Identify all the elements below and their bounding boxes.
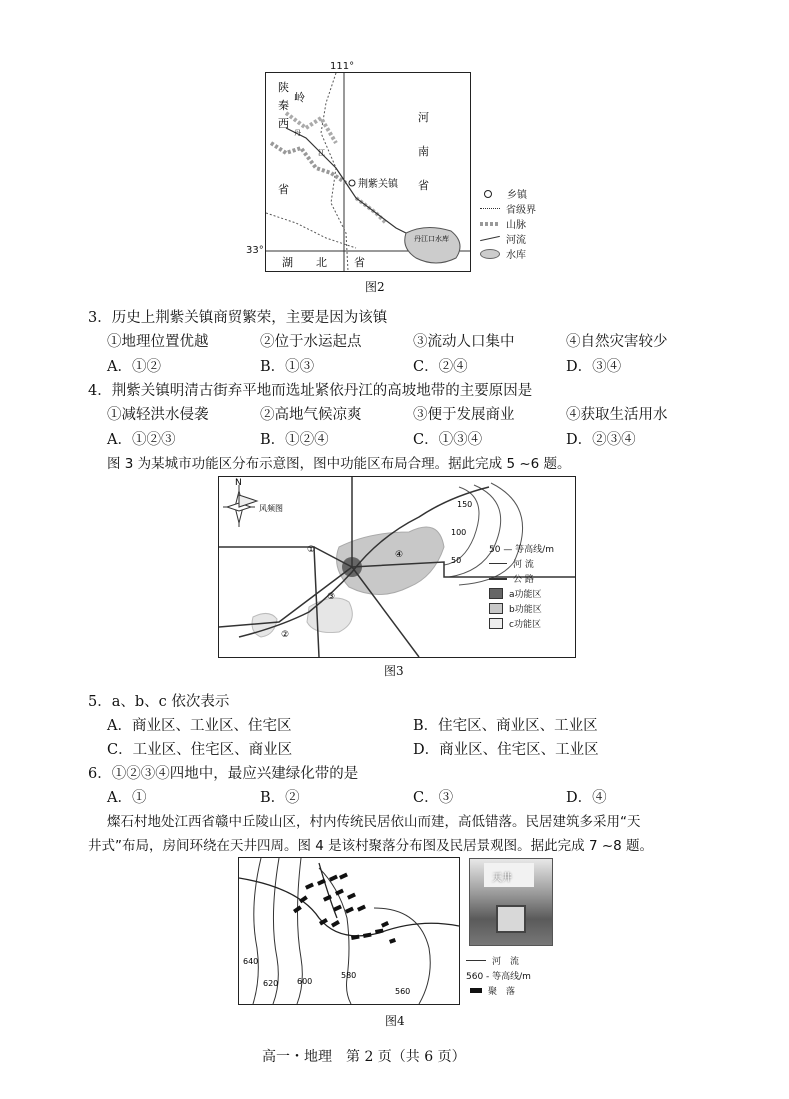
legend-zone-b: b功能区 [509,605,542,615]
q3-option-b[interactable]: B．①③ [260,359,315,375]
figure-2-svg [266,73,470,271]
contour-label-640: 640 [243,957,259,966]
legend-zone-a: a功能区 [509,590,542,600]
figure-4-legend [466,953,531,998]
q5-option-b[interactable]: B．住宅区、商业区、工业区 [413,718,598,734]
q4-item-2: ②高地气候凉爽 [260,407,362,423]
contour-label-150: 150 [457,500,473,509]
north-label: N [235,478,242,488]
contour-580 [319,868,351,1004]
intro-q7-8-line1: 燦石村地处江西省赣中丘陵山区，村内传统民居依山而建，高低错落。民居建筑多采用“天 [107,814,641,830]
q6-option-a[interactable]: A．① [107,790,147,806]
figure-3-caption: 图3 [384,664,404,678]
q6-stem: 6．①②③④四地中，最应兴建绿化带的是 [88,766,359,782]
q4-option-b[interactable]: B．①②④ [260,432,329,448]
figure-2-legend [480,186,536,261]
q5-option-a[interactable]: A．商业区、工业区、住宅区 [107,718,292,734]
marker-2: ② [281,630,290,640]
mountain-range [286,113,336,143]
q4-stem: 4．荆紫关镇明清古街弃平地而选址紧依丹江的高坡地带的主要原因是 [88,383,533,399]
legend-road: 公 路 [513,575,534,585]
reservoir-legend-icon [480,249,500,259]
q3-item-4: ④自然灾害较少 [566,334,668,350]
river-arrow-icon [489,563,507,564]
q4-option-a[interactable]: A．①②③ [107,432,176,448]
q4-option-c[interactable]: C．①③④ [413,432,483,448]
town-legend-icon [484,190,492,198]
label-dan: 丹 [294,129,301,137]
legend-zone-c: c功能区 [509,620,541,630]
border-legend-icon [480,208,500,209]
province-border [266,213,356,248]
reservoir [405,227,460,263]
label-bei: 北 [316,256,327,269]
contour-label-580: 580 [341,971,357,980]
wind-rose [223,485,257,527]
q4-option-d[interactable]: D．②③④ [566,432,636,448]
house-interior [496,905,526,933]
contour-640 [253,858,261,1004]
label-xi: 西 [278,117,289,130]
contour-label-600: 600 [297,977,313,986]
legend-mountain: 山脉 [506,220,526,231]
contour-label-100: 100 [451,528,467,537]
q3-option-c[interactable]: C．②④ [413,359,468,375]
figure-4-svg [239,858,459,1004]
zone-c [307,598,352,633]
figure-2-map [265,72,471,272]
contour-label-560: 560 [395,987,411,996]
longitude-label: 111° [330,61,355,72]
latitude-label: 33° [246,245,264,256]
label-shaan: 陕 [278,81,289,94]
q5-option-d[interactable]: D．商业区、住宅区、工业区 [413,742,599,758]
zone-c-legend-icon [489,618,503,629]
intro-q7-8-line2: 井式”布局，房间环绕在天井四周。图 4 是该村聚落分布图及民居景观图。据此完成 7 ~8 题。 [88,838,654,854]
contour-150 [444,487,479,565]
label-nan: 南 [418,145,429,158]
q4-item-3: ③便于发展商业 [413,407,515,423]
legend-border: 省级界 [506,205,536,216]
label-ling: 岭 [294,91,305,104]
town-symbol [349,180,355,186]
q4-item-1: ①减轻洪水侵袭 [107,407,209,423]
q3-option-d[interactable]: D．③④ [566,359,622,375]
mountain-legend-icon [480,222,500,226]
reservoir-label: 丹江口水库 [414,235,449,243]
q6-option-b[interactable]: B．② [260,790,300,806]
contour-label-620: 620 [263,979,279,988]
label-sheng-east: 省 [418,179,429,192]
figure-3-legend [489,541,554,631]
legend-settlement: 聚 落 [488,987,516,997]
figure-3-map [218,476,576,658]
q6-option-d[interactable]: D．④ [566,790,607,806]
river-legend-icon [466,960,486,961]
q5-option-c[interactable]: C．工业区、住宅区、商业区 [107,742,293,758]
label-he: 河 [418,111,429,124]
legend-river: 河 流 [492,957,520,967]
legend-reservoir: 水库 [506,250,526,261]
label-sheng-west: 省 [278,183,289,196]
figure-4-caption: 图4 [385,1014,405,1028]
river [239,878,459,936]
settlement-legend-icon [470,988,482,993]
q5-stem: 5．a、b、c 依次表示 [88,694,230,710]
label-hu: 湖 [282,256,293,269]
q3-item-3: ③流动人口集中 [413,334,515,350]
zone-a-legend-icon [489,588,503,599]
q3-item-1: ①地理位置优越 [107,334,209,350]
legend-town: 乡镇 [507,190,527,201]
figure-4-map [238,857,460,1005]
photo-label: 天井 [492,873,512,884]
marker-4: ④ [395,550,404,560]
legend-contour: 560 - 等高线/m [466,972,531,982]
road-legend-icon [489,578,507,580]
figure-2-caption: 图2 [365,280,385,294]
zone-b-legend-icon [489,603,503,614]
label-sheng-south: 省 [354,256,365,269]
legend-river: 河 流 [513,560,534,570]
label-jiang: 江 [318,149,325,157]
label-qin: 秦 [278,99,289,112]
contour-label-50: 50 [451,556,462,565]
river-legend-icon [480,236,500,241]
zone-c [252,613,277,637]
marker-1: ① [307,545,316,555]
q4-item-4: ④获取生活用水 [566,407,668,423]
q3-stem: 3．历史上荆紫关镇商贸繁荣，主要是因为该镇 [88,310,388,326]
intro-q5-6: 图 3 为某城市功能区分布示意图，图中功能区布局合理。据此完成 5 ~6 题。 [107,456,571,472]
q6-option-c[interactable]: C．③ [413,790,454,806]
legend-river: 河流 [506,235,526,246]
landscape-photo [469,858,553,946]
wind-rose-label: 风频图 [259,504,283,513]
q3-item-2: ②位于水运起点 [260,334,362,350]
road [219,547,319,657]
legend-contour: 50 — 等高线/m [489,545,554,555]
q3-option-a[interactable]: A．①② [107,359,161,375]
marker-3: ③ [327,592,336,602]
town-label: 荆紫关镇 [358,179,398,190]
page-footer: 高一・地理 第 2 页（共 6 页） [262,1049,466,1065]
